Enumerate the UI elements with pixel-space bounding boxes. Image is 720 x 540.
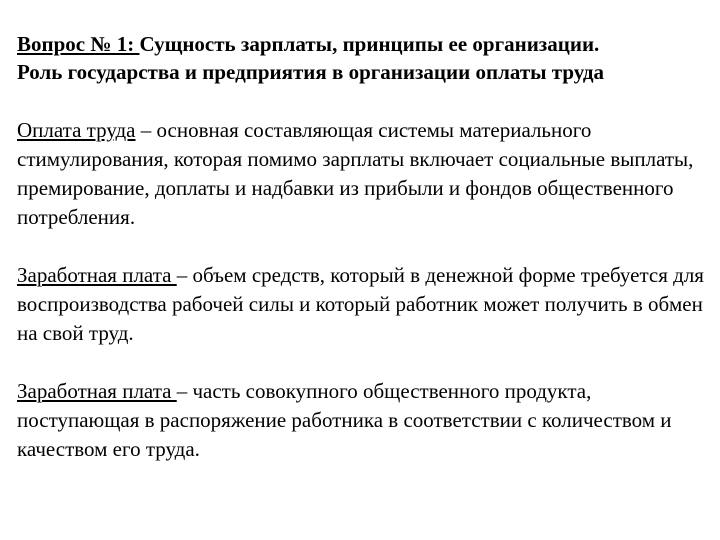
question-title-line1: Сущность зарплаты, принципы ее организации.	[139, 32, 600, 56]
definition-text: – основная составляющая системы материального стимулирования, которая помимо зарплаты включает социальные выплаты, премирование, доплаты и надбавки из прибыли и фондов общественного потребления.	[17, 118, 694, 229]
definition-text: – объем средств, который в денежной форме требуется для воспроизводства рабочей силы и который работник может получить в обмен на свой труд.	[17, 263, 704, 345]
definition-term: Заработная плата	[17, 379, 177, 403]
definition-term: Заработная плата	[17, 263, 177, 287]
definition-labor-payment	[17, 116, 707, 232]
question-heading	[17, 30, 707, 86]
question-title-line2: Роль государства и предприятия в организации оплаты труда	[17, 60, 605, 84]
question-label: Вопрос № 1:	[17, 32, 140, 56]
definition-wages-volume	[17, 261, 707, 348]
definition-term: Оплата труда	[17, 118, 136, 142]
slide-content	[17, 30, 707, 464]
definition-text: – часть совокупного общественного продукта, поступающая в распоряжение работника в соответствии с количеством и качеством его труда.	[17, 379, 672, 461]
definition-wages-product	[17, 377, 707, 464]
